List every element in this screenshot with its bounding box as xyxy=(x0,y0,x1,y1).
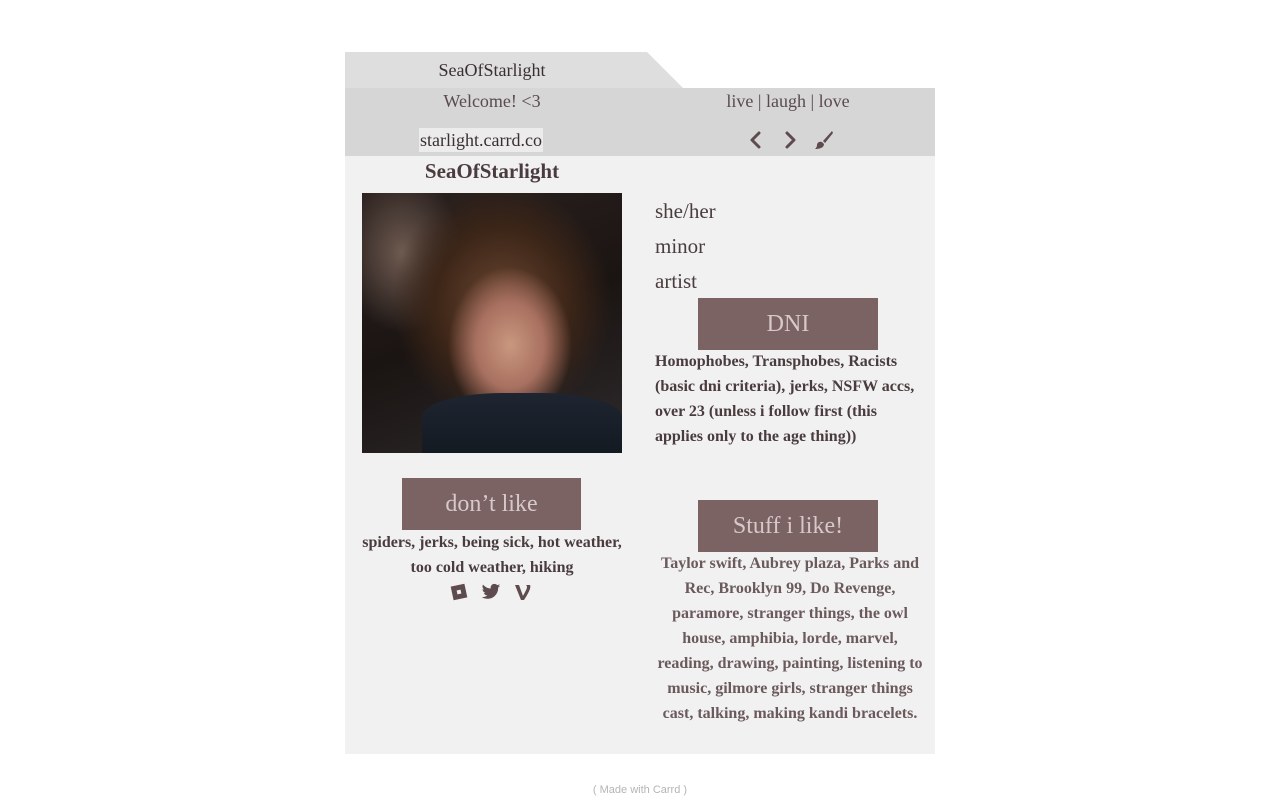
photo-jacket xyxy=(422,393,622,453)
chevron-left-icon[interactable] xyxy=(745,129,767,151)
vine-icon[interactable] xyxy=(513,582,533,602)
nav-icons xyxy=(745,128,835,152)
paintbrush-icon[interactable] xyxy=(813,129,835,151)
dni-text: Homophobes, Transphobes, Racists (basic dni criteria), jerks, NSFW accs, over 23 (unless i follow first (this applies only to the age thing)) xyxy=(655,353,915,445)
stuff-i-like-button[interactable]: Stuff i like! xyxy=(698,500,878,552)
bio-age: minor xyxy=(655,234,706,258)
dont-like-button[interactable]: don’t like xyxy=(402,478,581,530)
profile-photo xyxy=(362,193,622,453)
roblox-icon[interactable] xyxy=(449,582,469,602)
header-bar xyxy=(345,88,935,156)
welcome-text: Welcome! <3 xyxy=(443,91,541,111)
bio-role: artist xyxy=(655,269,697,293)
motto-text: live | laugh | love xyxy=(726,91,850,111)
dni-button[interactable]: DNI xyxy=(698,298,878,350)
username-heading: SeaOfStarlight xyxy=(424,159,560,183)
chevron-right-icon[interactable] xyxy=(779,129,801,151)
bio-list xyxy=(655,194,925,299)
content-panel xyxy=(345,156,935,754)
bio-pronouns: she/her xyxy=(655,199,716,223)
likes-text: Taylor swift, Aubrey plaza, Parks and Rec, Brooklyn 99, Do Revenge, paramore, stranger things, the owl house, amphibia, lorde, marvel, reading, drawing, painting, listening to music, gilmore girls, stranger things cast, talking, making kandi bracelets. xyxy=(657,555,923,722)
twitter-icon[interactable] xyxy=(481,582,501,602)
tab-title: SeaOfStarlight xyxy=(438,60,546,80)
profile-card xyxy=(345,52,935,754)
social-links xyxy=(449,582,533,602)
url-link[interactable]: starlight.carrd.co xyxy=(420,130,542,150)
made-with-carrd-link[interactable]: ( Made with Carrd ) xyxy=(592,784,688,796)
dislikes-text: spiders, jerks, being sick, hot weather, too cold weather, hiking xyxy=(362,534,622,576)
